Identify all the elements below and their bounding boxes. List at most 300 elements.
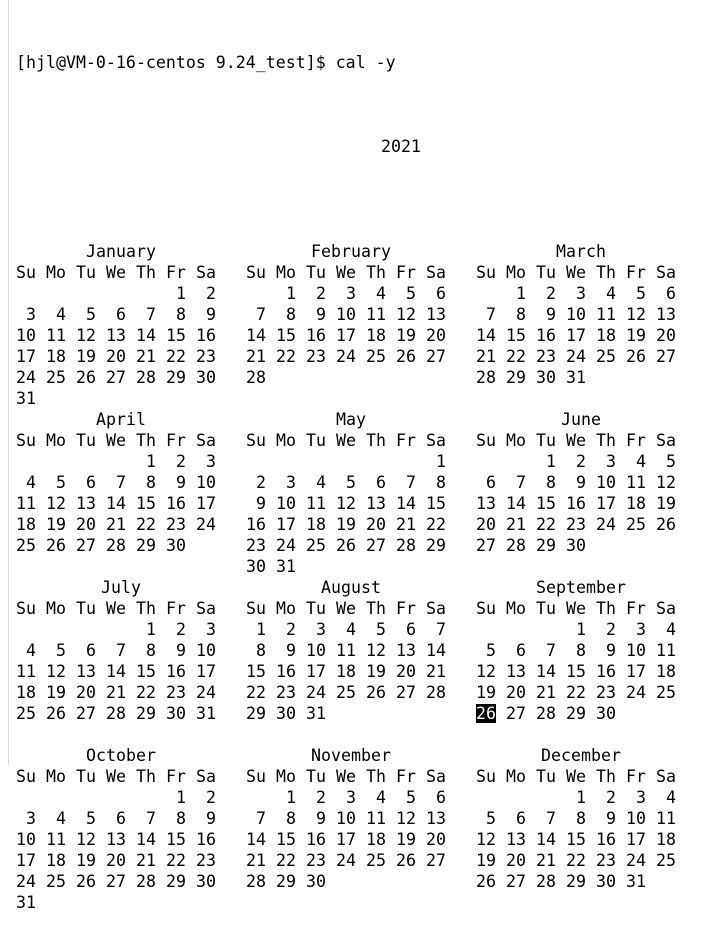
day-number: 20: [426, 830, 446, 849]
day-number: 18: [596, 326, 616, 345]
day-number: 6: [116, 305, 126, 324]
day-number: 29: [566, 872, 586, 891]
day-cell: [426, 535, 446, 556]
day-number: 2: [206, 284, 216, 303]
day-number: 24: [196, 515, 216, 534]
day-number: 6: [516, 809, 526, 828]
day-number: 8: [286, 809, 296, 828]
day-cell: [476, 829, 496, 850]
day-cell: [626, 661, 646, 682]
day-cell: [476, 367, 496, 388]
day-cell: [566, 661, 586, 682]
day-number: 28: [536, 872, 556, 891]
day-cell: [656, 304, 676, 325]
day-cell: [46, 535, 66, 556]
day-number: 15: [566, 830, 586, 849]
day-cell: [476, 493, 496, 514]
weekday-label: We: [566, 767, 586, 786]
day-cell: [336, 682, 356, 703]
day-number: 27: [396, 683, 416, 702]
day-cell: [16, 493, 36, 514]
day-number: 14: [136, 326, 156, 345]
day-cell: [536, 640, 556, 661]
day-cell: [306, 619, 326, 640]
day-number: 24: [626, 683, 646, 702]
day-cell: [566, 829, 586, 850]
day-number: 23: [536, 347, 556, 366]
day-cell: [76, 808, 96, 829]
day-cell: [566, 514, 586, 535]
day-number: 11: [306, 494, 326, 513]
day-cell: [476, 808, 496, 829]
day-cell: [136, 346, 156, 367]
weekday-label: Sa: [196, 263, 216, 282]
day-number: 12: [626, 305, 646, 324]
day-cell: [306, 682, 326, 703]
day-number: 29: [166, 872, 186, 891]
day-number: 27: [476, 536, 496, 555]
day-number: 16: [196, 326, 216, 345]
day-cell: [16, 850, 36, 871]
day-number: 21: [136, 851, 156, 870]
month-title: August: [321, 578, 381, 597]
day-cell: [536, 829, 556, 850]
weekday-label: Th: [136, 431, 156, 450]
day-cell: [366, 325, 386, 346]
day-cell: [426, 493, 446, 514]
day-cell: [566, 325, 586, 346]
day-number: 12: [366, 641, 386, 660]
day-number: 26: [46, 536, 66, 555]
day-cell: [506, 871, 526, 892]
week-row: [246, 724, 476, 745]
year-heading: [16, 115, 711, 156]
day-cell: [426, 829, 446, 850]
day-cell: [246, 829, 266, 850]
weekday-header-row: [246, 598, 476, 619]
day-number: 7: [516, 473, 526, 492]
day-number: 10: [16, 830, 36, 849]
day-cell: [306, 871, 326, 892]
weekday-label: Th: [366, 263, 386, 282]
day-number: 22: [566, 851, 586, 870]
day-number: 25: [16, 536, 36, 555]
day-cell: [336, 850, 356, 871]
day-cell: [276, 850, 296, 871]
day-number: 1: [286, 788, 296, 807]
day-cell: [476, 472, 496, 493]
calendar-quarter-1: [16, 241, 711, 409]
weekday-label: Fr: [626, 599, 646, 618]
day-cell: [396, 787, 416, 808]
day-number: 8: [256, 641, 266, 660]
day-cell: [426, 325, 446, 346]
day-number: 10: [626, 809, 646, 828]
week-row: [246, 367, 476, 388]
weekday-label: Sa: [656, 431, 676, 450]
day-cell: [46, 871, 66, 892]
week-row: [246, 388, 476, 409]
day-number: 8: [146, 473, 156, 492]
day-cell: [46, 325, 66, 346]
day-number: 14: [506, 494, 526, 513]
week-row: [476, 493, 706, 514]
week-row: [246, 892, 476, 913]
day-cell: [76, 346, 96, 367]
day-cell: [566, 451, 586, 472]
day-number: 23: [166, 683, 186, 702]
week-row: [476, 304, 706, 325]
weekday-header-row: [476, 262, 706, 283]
weekday-label: Sa: [196, 431, 216, 450]
weekday-label: Th: [136, 263, 156, 282]
day-cell: [246, 346, 266, 367]
day-number: 16: [306, 326, 326, 345]
day-number: 23: [596, 851, 616, 870]
day-number: 14: [536, 830, 556, 849]
day-cell: [536, 493, 556, 514]
month-may: [246, 409, 476, 577]
weekday-label: Fr: [626, 263, 646, 282]
weekday-label: Su: [246, 599, 266, 618]
day-number: 9: [206, 809, 216, 828]
day-cell: [596, 451, 616, 472]
day-number: 7: [486, 305, 496, 324]
day-number: 27: [106, 368, 126, 387]
day-number: 27: [426, 347, 446, 366]
day-cell: [276, 808, 296, 829]
day-cell: [536, 682, 556, 703]
day-cell: [276, 535, 296, 556]
day-cell: [196, 808, 216, 829]
day-number: 23: [596, 683, 616, 702]
day-cell: [306, 829, 326, 850]
day-number: 30: [276, 704, 296, 723]
day-number: 25: [46, 872, 66, 891]
month-november: [246, 745, 476, 913]
day-cell: [306, 283, 326, 304]
day-number: 13: [76, 662, 96, 681]
weekday-label: Su: [16, 263, 36, 282]
day-number: 8: [576, 641, 586, 660]
day-number: 21: [426, 662, 446, 681]
day-cell: [366, 493, 386, 514]
day-cell: [596, 808, 616, 829]
day-number: 1: [286, 284, 296, 303]
week-row: [246, 871, 476, 892]
weekday-label: Fr: [396, 599, 416, 618]
weekday-header-row: [16, 598, 246, 619]
day-cell: [196, 325, 216, 346]
day-cell: [16, 829, 36, 850]
weekday-header-row: [246, 766, 476, 787]
day-cell: [166, 787, 186, 808]
day-number: 13: [396, 641, 416, 660]
day-cell: [136, 640, 156, 661]
month-august: [246, 577, 476, 745]
week-row: [246, 661, 476, 682]
month-july: [16, 577, 246, 745]
day-number: 7: [256, 809, 266, 828]
week-row: [476, 514, 706, 535]
day-number: 10: [196, 473, 216, 492]
day-cell: [656, 682, 676, 703]
day-cell: [336, 514, 356, 535]
month-title: November: [311, 746, 391, 765]
day-number: 2: [606, 788, 616, 807]
day-number: 13: [106, 830, 126, 849]
day-number: 30: [166, 536, 186, 555]
day-cell: [196, 493, 216, 514]
week-row: [476, 829, 706, 850]
day-cell: [476, 871, 496, 892]
day-cell: [596, 787, 616, 808]
day-number: 15: [506, 326, 526, 345]
day-cell: [166, 514, 186, 535]
day-cell: [426, 661, 446, 682]
day-number: 3: [206, 620, 216, 639]
day-number: 24: [626, 851, 646, 870]
day-cell: [46, 472, 66, 493]
day-number: 20: [106, 851, 126, 870]
day-cell: [336, 493, 356, 514]
day-cell: [396, 283, 416, 304]
day-cell: [106, 346, 126, 367]
day-number: 23: [306, 347, 326, 366]
day-number: 18: [656, 830, 676, 849]
day-cell: [106, 850, 126, 871]
day-cell: [76, 871, 96, 892]
day-cell: [16, 892, 36, 913]
month-june: [476, 409, 706, 577]
day-number: 30: [306, 872, 326, 891]
day-cell: [536, 808, 556, 829]
weekday-label: Mo: [276, 263, 296, 282]
day-number: 20: [106, 347, 126, 366]
day-cell: [626, 787, 646, 808]
weekday-label: Tu: [76, 431, 96, 450]
week-row: [16, 661, 246, 682]
day-cell: [626, 283, 646, 304]
weekday-label: Sa: [426, 599, 446, 618]
day-cell: [626, 808, 646, 829]
day-number: 1: [146, 452, 156, 471]
day-number: 12: [396, 305, 416, 324]
month-september: [476, 577, 706, 745]
day-number: 9: [286, 641, 296, 660]
week-row: [16, 451, 246, 472]
day-number: 23: [196, 347, 216, 366]
day-number: 1: [176, 788, 186, 807]
day-number: 24: [336, 851, 356, 870]
weekday-label: We: [336, 767, 356, 786]
day-number: 23: [246, 536, 266, 555]
day-cell: [626, 325, 646, 346]
day-number: 10: [336, 305, 356, 324]
day-number: 16: [246, 515, 266, 534]
left-window-edge: [0, 0, 9, 765]
week-row: [246, 787, 476, 808]
day-number: 16: [166, 494, 186, 513]
day-number: 26: [396, 347, 416, 366]
weekday-label: Th: [596, 599, 616, 618]
day-cell: [76, 640, 96, 661]
day-number: 19: [46, 515, 66, 534]
day-cell: [276, 514, 296, 535]
month-october: [16, 745, 246, 913]
day-cell: [596, 493, 616, 514]
day-number: 4: [666, 620, 676, 639]
day-cell: [426, 304, 446, 325]
day-cell: [46, 850, 66, 871]
day-cell: [166, 829, 186, 850]
day-number: 19: [396, 326, 416, 345]
weekday-label: Th: [596, 767, 616, 786]
day-number: 14: [426, 641, 446, 660]
day-cell: [246, 619, 266, 640]
day-cell: [366, 535, 386, 556]
day-number: 14: [396, 494, 416, 513]
day-cell: [246, 325, 266, 346]
day-number: 22: [246, 683, 266, 702]
day-cell: [366, 472, 386, 493]
weekday-header-row: [16, 430, 246, 451]
day-cell: [46, 682, 66, 703]
weekday-label: We: [336, 263, 356, 282]
day-cell: [306, 850, 326, 871]
day-cell: [596, 346, 616, 367]
day-cell: [46, 703, 66, 724]
day-cell: [536, 325, 556, 346]
day-number: 16: [306, 830, 326, 849]
day-number: 4: [666, 788, 676, 807]
week-row: [476, 892, 706, 913]
day-number: 15: [136, 662, 156, 681]
day-number: 20: [476, 515, 496, 534]
day-cell: [166, 535, 186, 556]
weekday-label: Tu: [76, 263, 96, 282]
day-cell: [136, 808, 156, 829]
day-cell: [246, 535, 266, 556]
day-number: 12: [76, 830, 96, 849]
day-number: 8: [176, 809, 186, 828]
day-number: 3: [606, 452, 616, 471]
weekday-label: We: [106, 767, 126, 786]
day-number: 13: [506, 830, 526, 849]
day-cell: [276, 703, 296, 724]
day-number: 3: [26, 809, 36, 828]
week-row: [246, 493, 476, 514]
day-cell: [506, 703, 526, 724]
day-number: 20: [506, 683, 526, 702]
day-number: 12: [336, 494, 356, 513]
day-number: 5: [86, 809, 96, 828]
day-cell: [626, 472, 646, 493]
weekday-label: Sa: [426, 263, 446, 282]
day-number: 2: [206, 788, 216, 807]
day-number: 3: [346, 788, 356, 807]
day-cell: [276, 493, 296, 514]
day-cell: [366, 682, 386, 703]
day-cell: [476, 304, 496, 325]
day-number: 3: [26, 305, 36, 324]
weekday-label: Th: [596, 431, 616, 450]
weekday-label: Su: [246, 431, 266, 450]
day-number: 7: [436, 620, 446, 639]
day-cell: [506, 829, 526, 850]
day-cell: [306, 493, 326, 514]
day-cell: [276, 829, 296, 850]
week-row: [476, 472, 706, 493]
day-cell: [656, 514, 676, 535]
weekday-label: Fr: [626, 767, 646, 786]
day-cell: [336, 808, 356, 829]
day-cell: [46, 514, 66, 535]
terminal-output[interactable]: [16, 10, 711, 934]
day-number: 13: [506, 662, 526, 681]
weekday-label: Tu: [306, 599, 326, 618]
day-number: 16: [536, 326, 556, 345]
day-cell: [626, 451, 646, 472]
day-number: 1: [176, 284, 186, 303]
day-cell: [596, 682, 616, 703]
day-number: 5: [406, 788, 416, 807]
day-cell: [426, 640, 446, 661]
day-number: 25: [336, 683, 356, 702]
day-cell: [396, 493, 416, 514]
day-number: 19: [46, 683, 66, 702]
day-cell: [506, 661, 526, 682]
day-number: 18: [16, 683, 36, 702]
day-number: 16: [196, 830, 216, 849]
weekday-label: Su: [476, 263, 496, 282]
day-cell: [16, 640, 36, 661]
day-cell: [106, 535, 126, 556]
day-cell: [426, 808, 446, 829]
day-number: 26: [336, 536, 356, 555]
day-cell: [536, 367, 556, 388]
day-number: 15: [566, 662, 586, 681]
day-cell: [396, 514, 416, 535]
day-cell: [396, 346, 416, 367]
weekday-label: Mo: [46, 599, 66, 618]
day-cell: [76, 493, 96, 514]
day-number: 20: [366, 515, 386, 534]
day-cell: [306, 346, 326, 367]
day-number: 19: [476, 683, 496, 702]
day-number: 13: [426, 305, 446, 324]
day-cell: [136, 829, 156, 850]
week-row: [476, 871, 706, 892]
weekday-label: Sa: [656, 767, 676, 786]
day-cell: [506, 346, 526, 367]
day-number: 2: [286, 620, 296, 639]
day-cell: [626, 514, 646, 535]
day-cell: [596, 304, 616, 325]
day-cell: [366, 283, 386, 304]
day-number: 19: [366, 662, 386, 681]
day-number: 15: [166, 326, 186, 345]
weekday-header-row: [476, 598, 706, 619]
day-number: 2: [576, 452, 586, 471]
day-cell: [426, 472, 446, 493]
day-number: 18: [46, 347, 66, 366]
day-number: 9: [316, 809, 326, 828]
day-number: 21: [396, 515, 416, 534]
month-december: [476, 745, 706, 913]
month-title: June: [561, 410, 601, 429]
day-cell: [136, 451, 156, 472]
